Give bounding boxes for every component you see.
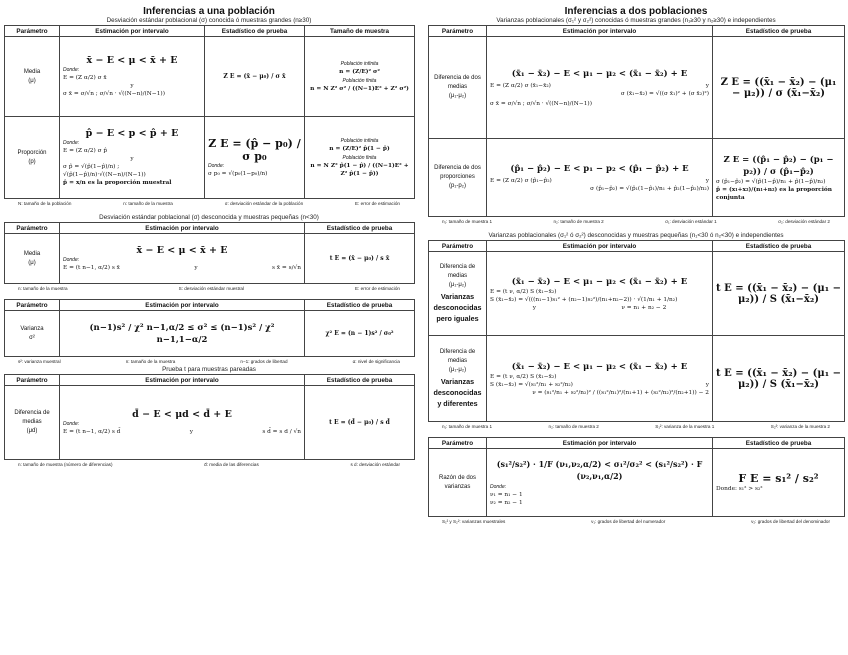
param-diff-var: Diferencia de medias (μ₁-μ₂) Varianzas desconocidas y diferentes [429,336,487,422]
header-statistic: Estadístico de prueba [205,26,305,37]
prop-n-infinite: n = (Z/E)² p̂(1 − p̂) [329,145,390,152]
equal-var-label: Varianzas desconocidas pero iguales [433,291,482,323]
r-sec2-caption: Varianzas poblacionales (σ₁² ó σ₂²) desconocidas y muestras pequeñas (n₁<30 ó n₂<30) e independientes [488,232,784,239]
r-sec3-notes: S₁² y S₂²: varianzas muestrales ν₁: grados de libertad del numerador ν₂: grados de libertad del denominador [442,519,830,524]
mean-interval: x̄ − E < μ < x̄ + E [86,55,178,66]
rv-interval: (s₁²/s₂²) · 1/F (ν₁,ν₂,α/2) < σ₁²/σ₂² < (s₁²/s₂²) · F (ν₂,ν₁,α/2) [496,459,703,481]
r-sec2-notes: n₁: tamaño de muestra 1 n₂: tamaño de muestra 2 S₁²: varianza de la muestra 1 S₂²: varianza de la muestra 2 [442,424,830,429]
param-mean-t: Media (μ) [5,234,60,284]
prop-phat-def: p̂ = x/n es la proporción muestral [63,180,172,186]
paired-statistic: t E = (d̄ − μ₀) / s d̄ [305,386,415,460]
rv-nu2: ν₂ = n₂ − 1 [490,500,523,506]
rv-condition: Donde: s₁² > s₂² [716,486,763,492]
mean-sigma-xbar: σ x̄ = σ/√n ; σ/√n · √((N−n)/(N−1)) [63,91,165,97]
dv-E: E = (t ν, α/2) S (x̄₁−x̄₂) [490,373,557,380]
paired-table [4,374,415,460]
paired-interval: d̄ − E < μd < d̄ + E [132,409,232,420]
iv-E: E = (t ν, α/2) S (x̄₁−x̄₂) [490,288,557,295]
variance-notes: s²: varianza muestral n: tamaño de la muestra n−1: grados de libertad α: nivel de significancia [18,359,400,364]
dp-pool: p̂ = (x₁+x₂)/(n₁+n₂) es la proporción conjunta [716,186,832,201]
iv-statistic: t E = ((x̄₁ − x̄₂) − (μ₁ − μ₂)) / S (x̄₁−x̄₂) [713,252,845,336]
dm-sigma: σ (x̄₁−x̄₂) = √((σ x̄₁)² + (σ x̄₂)²) [620,90,709,97]
variance-table [4,299,415,357]
dp-interval: (p̂₁ − p̂₂) − E < p₁ − p₂ < (p̂₁ − p̂₂) + E [510,163,689,174]
t-sx: s x̄ = s/√n [271,265,301,271]
prop-n-finite: n = N Z² p̂(1 − p̂) / ((N−1)E² + Z² p̂(1 − p̂)) [310,162,409,177]
table-row-equal-var: Diferencia de medias (μ₁-μ₂) Varianzas desconocidas pero iguales (x̄₁ − x̄₂) − E < μ₁ − μ₂ < (x̄₁ − x̄₂) + E E = (t ν, α/2) S (x̄₁−x̄₂) S (x̄₁−x̄₂) = √(((n₁−1)s₁² + (n₂−1)s₂²)/(n₁+n₂−2)) · √(1/n₁ + 1/n₂) y ν = n₁ + n₂ − 2 t E = ((x̄₁ − x̄₂) − (μ₁ − μ₂)) / S (x̄₁−x̄₂) [429,252,845,336]
sec1-caption: Desviación estándar poblacional (σ) conocida ó muestras grandes (n≥30) [106,17,312,24]
rv-nu1: ν₁ = n₁ − 1 [490,492,523,498]
dm-sigma-x: σ x̄ = σ/√n ; σ/√n · √((N−n)/(N−1)) [490,100,592,107]
table-header-row: Parámetro Estimación por intervalo Estadístico de prueba [429,438,845,449]
header-interval: Estimación por intervalo [60,26,205,37]
dv-nu: ν = (s₁²/n₁ + s₂²/n₂)² / ((s₁²/n₁)²/(n₁+1) + (s₂²/n₂)²/(n₂+1)) − 2 [532,389,709,396]
param-diff-props: Diferencia de dos proporciones (p₁-p₂) [429,139,487,217]
mean-donde: Donde: [63,67,80,73]
prop-interval-cell: p̂ − E < p < p̂ + E Donde: E = (Z α/2) σ p̂ y σ p̂ = √(p̂(1−p̂)/n) ; √(p̂(1−p̂)/n)·√((N−n)/(N−1)) p̂ = x/n es la proporción muestral [60,117,205,199]
rv-statistic: F E = s₁² / s₂² [738,472,819,485]
param-equal-var: Diferencia de medias (μ₁-μ₂) Varianzas desconocidas pero iguales [429,252,487,336]
iv-nu: ν = n₁ + n₂ − 2 [621,304,667,311]
table-row-mean [5,37,415,117]
table-row-variance-ratio: Razón de dos varianzas (s₁²/s₂²) · 1/F (ν₁,ν₂,α/2) < σ₁²/σ₂² < (s₁²/s₂²) · F (ν₂,ν₁,α/2) Donde: ν₁ = n₁ − 1 ν₂ = n₂ − 1 F E = s₁² / s₂² Donde: s₁² > s₂² [429,449,845,517]
table-row-mean-t: Media (μ) x̄ − E < μ < x̄ + E Donde: E = (t n−1, α/2) s x̄ y s x̄ = s/√n t E = (x̄ − μ₀) / s x̄ [5,234,415,284]
r-sec1-notes: n₁: tamaño de muestra 1 n₂: tamaño de muestra 2 σ₁: desviación estándar 1 σ₂: desviación estándar 2 [442,219,830,224]
prop-sigma-p0: σ p₀ = √(p₀(1−p₀)/n) [208,171,268,177]
prop-interval: p̂ − E < p < p̂ + E [85,128,179,139]
param-mean: Media (μ) [5,37,60,117]
dv-interval: (x̄₁ − x̄₂) − E < μ₁ − μ₂ < (x̄₁ − x̄₂) + E [511,361,688,372]
dv-statistic: t E = ((x̄₁ − x̄₂) − (μ₁ − μ₂)) / S (x̄₁−x̄₂) [713,336,845,422]
table-header-row: Parámetro Estimación por intervalo Estadístico de prueba [5,223,415,234]
unknown-sigma-table [4,222,415,284]
mean-interval-cell [60,37,205,117]
one-population-column [4,6,414,469]
mean-sample-size: Población infinita n = (Z/E)² σ² Población finita n = N Z² σ² / ((N−1)E² + Z² σ²) [305,37,415,117]
header-param: Parámetro [5,26,60,37]
sec1-notes: N: tamaño de la población n: tamaño de la muestra σ: desviación estándar de la población E: error de estimación [18,201,400,206]
table-header-row [5,26,415,37]
table-row-diff-props: Diferencia de dos proporciones (p₁-p₂) (p̂₁ − p̂₂) − E < p₁ − p₂ < (p̂₁ − p̂₂) + E E = (Z α/2) σ (p̂₁−p̂₂) y σ (p̂₁−p̂₂) = √(p̂₁(1−p̂₁)/n₁ + p̂₂(1−p̂₂)/n₂) Z E = ((p̂₁ − p̂₂) − (p₁ − p₂)) / σ (p̂₁−p̂₂) σ (p̂₁−p̂₂) = √(p̂(1−p̂)/n₁ + p̂(1−p̂)/n₂) p̂ = (x₁+x₂)/(n₁+n₂) es la proporción conjunta [429,139,845,217]
dm-interval: (x̄₁ − x̄₂) − E < μ₁ − μ₂ < (x̄₁ − x̄₂) + E [511,68,688,79]
table-header-row: Parámetro Estimación por intervalo Estadístico de prueba [429,241,845,252]
two-unknown-table [428,240,845,422]
param-diff-means: Diferencia de dos medias (μ₁-μ₂) [429,37,487,139]
prop-statistic-cell: Z E = (p̂ − p₀) / σ p₀ Donde: σ p₀ = √(p₀(1−p₀)/n) [205,117,305,199]
param-variance-ratio: Razón de dos varianzas [429,449,487,517]
param-variance: Varianza σ² [5,311,60,357]
dv-S: S (x̄₁−x̄₂) = √(s₁²/n₁ + s₂²/n₂) [490,381,573,388]
dm-E: E = (Z α/2) σ (x̄₁−x̄₂) [490,82,551,89]
dp-sigma: σ (p̂₁−p̂₂) = √(p̂₁(1−p̂₁)/n₁ + p̂₂(1−p̂₂)/n₂) [590,185,709,192]
iv-interval: (x̄₁ − x̄₂) − E < μ₁ − μ₂ < (x̄₁ − x̄₂) + E [511,276,688,287]
variance-interval: (n−1)s² / χ² n−1,α/2 ≤ σ² ≤ (n−1)s² / χ² n−1,1−α/2 [60,311,305,357]
known-sigma-table [4,25,415,199]
mean-E: E = (Z α/2) σ x̄ [63,75,107,81]
paired-notes: n: tamaño de muestra (número de diferencias) d̄: media de las diferencias s d: desviación estándar [18,462,400,467]
right-title: Inferencias a dos poblaciones [564,6,708,17]
t-E: E = (t n−1, α/2) s x̄ [63,265,120,271]
dp-statistic: Z E = ((p̂₁ − p̂₂) − (p₁ − p₂)) / σ (p̂₁−p̂₂) [723,154,834,177]
table-row-diff-var: Diferencia de medias (μ₁-μ₂) Varianzas desconocidas y diferentes (x̄₁ − x̄₂) − E < μ₁ − μ₂ < (x̄₁ − x̄₂) + E E = (t ν, α/2) S (x̄₁−x̄₂) S (x̄₁−x̄₂) = √(s₁²/n₁ + s₂²/n₂) y ν = (s₁²/n₁ + s₂²/n₂)² / ((s₁²/n₁)²/(n₁+1) + (s₂²/n₂)²/(n₂+1)) − 2 t E = ((x̄₁ − x̄₂) − (μ₁ − μ₂)) / S (x̄₁−x̄₂) [429,336,845,422]
mean-y: y [130,83,134,89]
mean-statistic: Z E = (x̄ − μ₀) / σ x̄ [205,37,305,117]
t-interval: x̄ − E < μ < x̄ + E [136,245,228,256]
sec2-notes: n: tamaño de la muestra S: desviación estándar muestral E: error de estimación [18,286,400,291]
t-statistic: t E = (x̄ − μ₀) / s x̄ [305,234,415,284]
paired-sd: s d̄ = s d / √n [262,429,301,435]
paired-E: E = (t n−1, α/2) s d̄ [63,429,121,435]
table-header-row: Parámetro Estimación por intervalo Estadístico de prueba [5,300,415,311]
prop-sigma: σ p̂ = √(p̂(1−p̂)/n) ; √(p̂(1−p̂)/n)·√((N−n)/(N−1)) [63,164,146,178]
two-population-column [428,6,844,526]
table-row-paired: Diferencia de medias (μd) d̄ − E < μd < d̄ + E Donde: E = (t n−1, α/2) s d̄ y s d̄ = s d / √n t E = (d̄ − μ₀) / s d̄ [5,386,415,460]
two-known-table [428,25,845,217]
prop-statistic: Z E = (p̂ − p₀) / σ p₀ [208,137,301,163]
sec2-caption: Desviación estándar poblacional (σ) desconocida y muestras pequeñas (n<30) [99,214,319,221]
left-title: Inferencias a una población [143,6,275,17]
param-proportion: Proporción (p) [5,117,60,199]
table-header-row: Parámetro Estimación por intervalo Estadístico de prueba [429,26,845,37]
table-header-row: Parámetro Estimación por intervalo Estadístico de prueba [5,375,415,386]
table-row-diff-means: Diferencia de dos medias (μ₁-μ₂) (x̄₁ − x̄₂) − E < μ₁ − μ₂ < (x̄₁ − x̄₂) + E E = (Z α/2) σ (x̄₁−x̄₂) y σ (x̄₁−x̄₂) = √((σ x̄₁)² + (σ x̄₂)²) σ x̄ = σ/√n ; σ/√n · √((N−n)/(N−1)) Z E = ((x̄₁ − x̄₂) − (μ₁ − μ₂)) / σ (x̄₁−x̄₂) [429,37,845,139]
diff-var-label: Varianzas desconocidas y diferentes [433,376,482,408]
variance-statistic: χ² E = (n − 1)s² / σ₀² [305,311,415,357]
paired-caption: Prueba t para muestras pareadas [162,366,256,373]
prop-sample-size: Población infinita n = (Z/E)² p̂(1 − p̂) Población finita n = N Z² p̂(1 − p̂) / ((N−1)E² + Z² p̂(1 − p̂)) [305,117,415,199]
dp-sigma2: σ (p̂₁−p̂₂) = √(p̂(1−p̂)/n₁ + p̂(1−p̂)/n₂) [716,178,826,185]
r-sec1-caption: Varianzas poblacionales (σ₁² y σ₂²) conocidas ó muestras grandes (n₁≥30 y n₂≥30) e independientes [496,17,776,24]
prop-E: E = (Z α/2) σ p̂ [63,148,108,154]
variance-ratio-table [428,437,845,517]
mean-n-infinite: n = (Z/E)² σ² [339,68,380,75]
dm-statistic: Z E = ((x̄₁ − x̄₂) − (μ₁ − μ₂)) / σ (x̄₁−x̄₂) [713,37,845,139]
dp-E: E = (Z α/2) σ (p̂₁−p̂₂) [490,177,552,184]
header-sample-size: Tamaño de muestra [305,26,415,37]
table-row-variance [5,311,415,357]
iv-S: S (x̄₁−x̄₂) = √(((n₁−1)s₁² + (n₂−1)s₂²)/(n₁+n₂−2)) · √(1/n₁ + 1/n₂) [490,296,678,303]
param-paired: Diferencia de medias (μd) [5,386,60,460]
mean-n-finite: n = N Z² σ² / ((N−1)E² + Z² σ²) [310,85,409,92]
table-row-proportion [5,117,415,199]
